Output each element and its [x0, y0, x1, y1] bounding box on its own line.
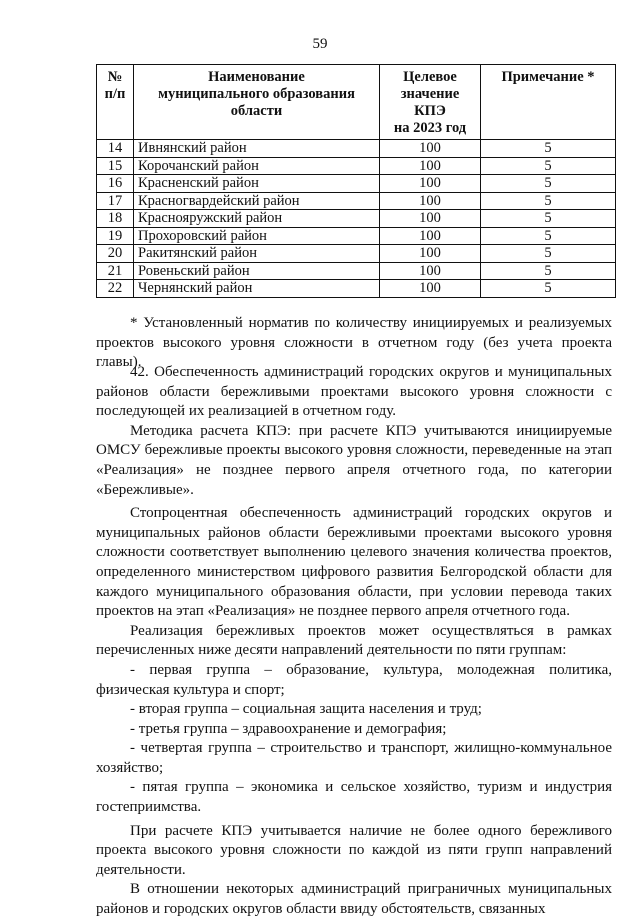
row-num: 18	[97, 210, 134, 228]
row-note: 5	[481, 210, 616, 228]
row-num: 14	[97, 140, 134, 158]
row-name: Ивнянский район	[134, 140, 380, 158]
row-name: Чернянский район	[134, 280, 380, 298]
row-note: 5	[481, 262, 616, 280]
table-row	[97, 140, 616, 158]
header-value	[380, 65, 481, 140]
list-item-group-3: - третья группа – здравоохранение и демография;	[130, 720, 447, 737]
row-num: 21	[97, 262, 134, 280]
row-value: 100	[380, 192, 481, 210]
row-value: 100	[380, 280, 481, 298]
table-row	[97, 280, 616, 298]
table-row	[97, 262, 616, 280]
row-note: 5	[481, 227, 616, 245]
header-line: муниципального образования	[158, 86, 355, 102]
header-line: №	[107, 69, 123, 85]
body-text	[96, 363, 612, 920]
table-row	[97, 227, 616, 245]
paragraph-method: Методика расчета КПЭ: при расчете КПЭ учитываются инициируемые ОМСУ бережливые проекты высокого уровня сложности, переведенные на этап «Реализация» не позднее первого апреля отчетного года, по категории «Бережливые».	[96, 422, 612, 498]
paragraph-calculation: При расчете КПЭ учитывается наличие не более одного бережливого проекта высокого уровня сложности по каждой из пяти групп направлений деятельности.	[96, 822, 612, 878]
row-name: Ровеньский район	[134, 262, 380, 280]
row-num: 16	[97, 175, 134, 193]
table-row	[97, 157, 616, 175]
kpe-table	[96, 64, 616, 298]
row-value: 100	[380, 175, 481, 193]
list-item-group-4: - четвертая группа – строительство и транспорт, жилищно-коммунальное хозяйство;	[96, 740, 612, 776]
row-value: 100	[380, 157, 481, 175]
row-num: 15	[97, 157, 134, 175]
row-num: 17	[97, 192, 134, 210]
paragraph-full-coverage: Стопроцентная обеспеченность администраций городских округов и муниципальных районов области бережливыми проектами высокого уровня сложности соответствует выполнению целевого значения количества проектов, определенного министерством цифрового развития Белгородской области для каждого муниципального образования области, при условии перевода таких проектов на этап «Реализация» не позднее первого апреля отчетного года.	[96, 505, 612, 620]
row-note: 5	[481, 192, 616, 210]
footnote: * Установленный норматив по количеству инициируемых и реализуемых проектов высокого уровня сложности в отчетном году (без учета проекта главы).	[96, 315, 612, 371]
row-name: Красненский район	[134, 175, 380, 193]
list-item-group-5: - пятая группа – экономика и сельское хозяйство, туризм и индустрия гостеприимства.	[96, 779, 612, 816]
list-item-group-1: - первая группа – образование, культура, молодежная политика, физическая культура и спорт;	[96, 661, 612, 698]
header-name	[134, 65, 380, 140]
row-name: Ракитянский район	[134, 245, 380, 263]
row-value: 100	[380, 210, 481, 228]
header-line: КПЭ	[414, 103, 446, 119]
row-name: Красногвардейский район	[134, 192, 380, 210]
list-item-group-2: - вторая группа – социальная защита населения и труд;	[130, 701, 482, 718]
table-header-row	[97, 65, 616, 140]
header-line: на 2023 год	[393, 120, 467, 136]
header-line: Целевое	[403, 69, 457, 85]
table-row	[97, 210, 616, 228]
row-name: Прохоровский район	[134, 227, 380, 245]
row-value: 100	[380, 227, 481, 245]
row-note: 5	[481, 175, 616, 193]
table-row	[97, 192, 616, 210]
table-row	[97, 245, 616, 263]
header-line: Наименование	[208, 69, 305, 85]
header-line: Примечание *	[501, 69, 595, 85]
header-line: области	[230, 103, 283, 119]
row-note: 5	[481, 245, 616, 263]
header-num	[97, 65, 134, 140]
row-num: 22	[97, 280, 134, 298]
row-value: 100	[380, 245, 481, 263]
row-note: 5	[481, 157, 616, 175]
header-note	[481, 65, 616, 140]
row-value: 100	[380, 140, 481, 158]
row-note: 5	[481, 280, 616, 298]
page-number: 59	[312, 36, 328, 52]
header-line: п/п	[104, 86, 126, 102]
paragraph-border-districts: В отношении некоторых администраций приграничных муниципальных районов и городских округов области ввиду обстоятельств, связанных	[96, 881, 612, 918]
row-value: 100	[380, 262, 481, 280]
row-num: 20	[97, 245, 134, 263]
paragraph-directions: Реализация бережливых проектов может осуществляться в рамках перечисленных ниже десяти направлений деятельности по пяти группам:	[96, 622, 612, 659]
header-line: значение	[400, 86, 460, 102]
table-row	[97, 175, 616, 193]
row-num: 19	[97, 227, 134, 245]
paragraph-42-title: 42. Обеспеченность администраций городских округов и муниципальных районов области бережливыми проектами высокого уровня сложности с последующей их реализацией в отчетном году.	[96, 364, 612, 420]
row-note: 5	[481, 140, 616, 158]
row-name: Корочанский район	[134, 157, 380, 175]
row-name: Краснояружский район	[134, 210, 380, 228]
